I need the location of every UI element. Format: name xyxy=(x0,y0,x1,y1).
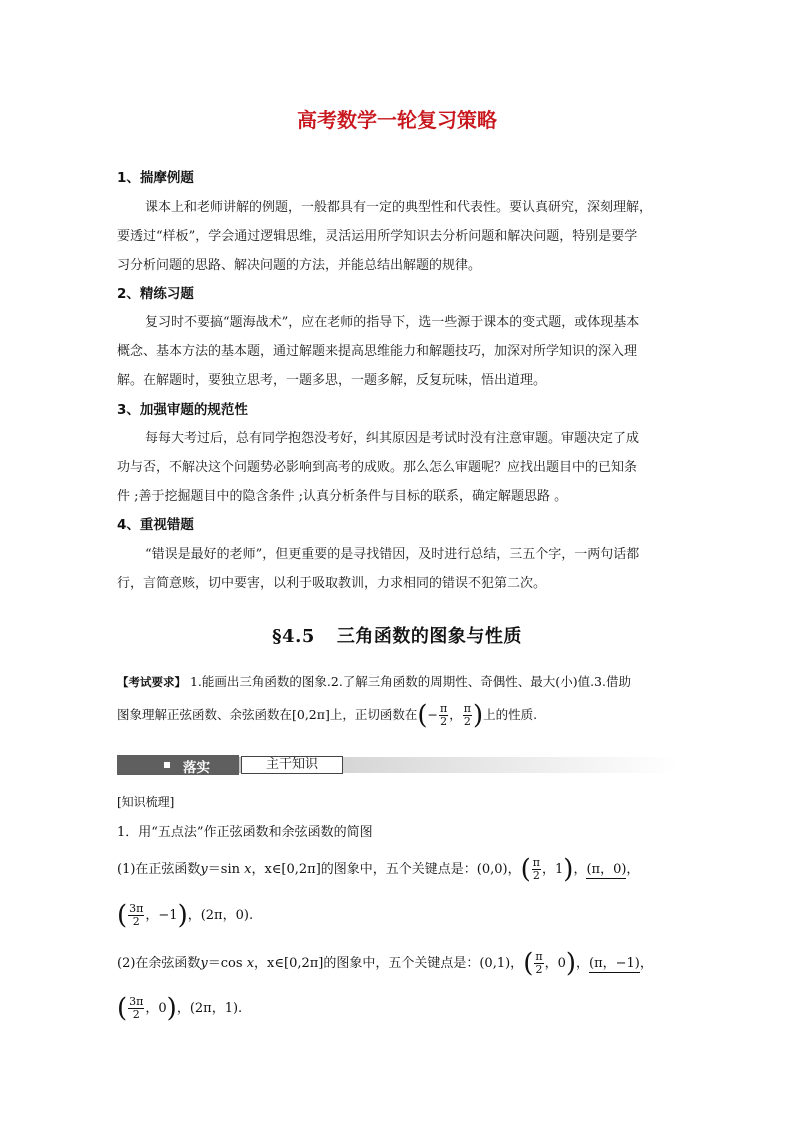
separator: ， xyxy=(576,956,590,971)
close-paren: ) xyxy=(472,700,484,731)
paragraph-line: “错误是最好的老师”，但更重要的是寻找错因，及时进行总结，三五个字，一两句话都 xyxy=(145,547,640,562)
point-last: ，(2π，1). xyxy=(176,1001,243,1016)
close-paren: ) xyxy=(563,854,574,885)
close-paren: ) xyxy=(565,948,577,979)
section-banner xyxy=(117,755,677,775)
paragraph-line: 要透过“样板”，学会通过逻辑思维，灵活运用所学知识去分析问题和解决问题，特别是要学 xyxy=(117,229,638,244)
point-last: ，(2π，0). xyxy=(187,908,254,923)
item-1-heading: 1．用“五点法”作正弦函数和余弦函数的简图 xyxy=(117,825,373,840)
paragraph-line: 复习时不要搞“题海战术”，应在老师的指导下，选一些源于课本的变式题，或体现基本 xyxy=(145,315,640,330)
paragraph-line: 件 ;善于挖掘题目中的隐含条件 ;认真分析条件与目标的联系，确定解题思路 。 xyxy=(117,489,568,504)
section-heading-3: 3、加强审题的规范性 xyxy=(117,402,248,418)
chapter-title xyxy=(0,622,794,648)
cos-lead: (2)在余弦函数 xyxy=(117,956,201,971)
requirements-line-1 xyxy=(117,672,631,690)
point-tail: ，0 xyxy=(544,956,566,971)
sin-domain: ，x∈[0,2π]的图象中，五个关键点是：(0,0)， xyxy=(251,862,521,877)
paragraph-line: 每每大考过后，总有同学抱怨没考好，纠其原因是考试时没有注意审题。审题决定了成 xyxy=(145,431,640,446)
section-heading-2: 2、精练习题 xyxy=(117,286,194,302)
close-paren: ) xyxy=(177,900,188,931)
cos-domain: ，x∈[0,2π]的图象中，五个关键点是：(0,1)， xyxy=(254,956,524,971)
var-y: y xyxy=(200,862,208,877)
paragraph-line: 行，言简意赅，切中要害，以利于吸取教训，力求相同的错误不犯第二次。 xyxy=(117,576,547,591)
sin-lead: (1)在正弦函数 xyxy=(117,862,201,877)
knowledge-tag: [知识梳理] xyxy=(117,795,175,809)
cos-case-line-1 xyxy=(117,948,653,979)
open-paren: ( xyxy=(117,993,128,1024)
chapter-number: §4.5 xyxy=(272,626,315,647)
banner-box-label: 主干知识 xyxy=(241,756,343,774)
fraction-pi-over-2: $\frac{\pi}{2}$ xyxy=(463,702,471,728)
banner-dark-block xyxy=(117,755,239,775)
paragraph-line: 概念、基本方法的基本题，通过解题来提高思维能力和解题技巧，加深对所学知识的深入理 xyxy=(117,344,638,359)
requirements-line-2 xyxy=(117,700,538,731)
page-title: 高考数学一轮复习策略 xyxy=(297,108,497,132)
point-tail: ，−1 xyxy=(145,908,178,923)
var-x: x xyxy=(244,862,252,877)
square-bullet-icon xyxy=(164,762,170,768)
comma: ， xyxy=(449,707,462,722)
fraction-pi-over-2: $\frac{\pi}{2}$ xyxy=(535,950,543,976)
paragraph-line: 习分析问题的思路、解决问题的方法，并能总结出解题的规律。 xyxy=(117,258,482,273)
fraction-3pi-over-2: $\frac{3\pi}{2}$ xyxy=(129,902,144,928)
separator: ， xyxy=(573,862,587,877)
separator: ， xyxy=(639,956,653,971)
minus-sign: − xyxy=(427,707,438,722)
open-paren: ( xyxy=(520,854,531,885)
chapter-name: 三角函数的图象与性质 xyxy=(336,626,522,647)
close-paren: ) xyxy=(166,993,177,1024)
section-heading-1: 1、揣摩例题 xyxy=(117,170,194,186)
requirements-tag: 【考试要求】 xyxy=(117,675,186,689)
var-y: y xyxy=(200,956,208,971)
paragraph-line: 解。在解题时，要独立思考，一题多思，一题多解，反复玩味，悟出道理。 xyxy=(117,373,547,388)
open-paren: ( xyxy=(117,900,128,931)
section-heading-4: 4、重视错题 xyxy=(117,517,194,533)
underlined-point: (π，−1) xyxy=(589,956,640,971)
paragraph-line: 课本上和老师讲解的例题，一般都具有一定的典型性和代表性。要认真研究，深刻理解， xyxy=(145,200,653,215)
separator: ， xyxy=(626,862,640,877)
point-tail: ，0 xyxy=(145,1001,167,1016)
var-x: x xyxy=(246,956,255,971)
fraction-pi-over-2: $\frac{\pi}{2}$ xyxy=(532,856,540,882)
paragraph-line: 功与否，不解决这个问题势必影响到高考的成败。那么怎么审题呢？应找出题目中的已知条 xyxy=(117,460,638,475)
requirements-text: 上的性质. xyxy=(483,707,538,722)
sin-eq: ＝sin xyxy=(207,862,240,877)
open-paren: ( xyxy=(523,948,534,979)
sin-case-line-2 xyxy=(117,900,254,931)
requirements-text: 图象理解正弦函数、余弦函数在[0,2π]上，正切函数在 xyxy=(117,707,418,722)
sin-case-line-1 xyxy=(117,854,640,885)
fraction-pi-over-2: $\frac{\pi}{2}$ xyxy=(440,702,448,728)
cos-eq: ＝cos xyxy=(207,956,243,971)
cos-case-line-2 xyxy=(117,993,243,1024)
point-tail: ，1 xyxy=(542,862,564,877)
fraction-3pi-over-2: $\frac{3\pi}{2}$ xyxy=(129,995,144,1021)
requirements-text: 1.能画出三角函数的图象.2.了解三角函数的周期性、奇偶性、最大(小)值.3.借助 xyxy=(189,674,631,689)
open-paren: ( xyxy=(417,700,428,731)
banner-dark-label: 落实 xyxy=(183,760,210,776)
underlined-point: (π，0) xyxy=(586,862,627,877)
